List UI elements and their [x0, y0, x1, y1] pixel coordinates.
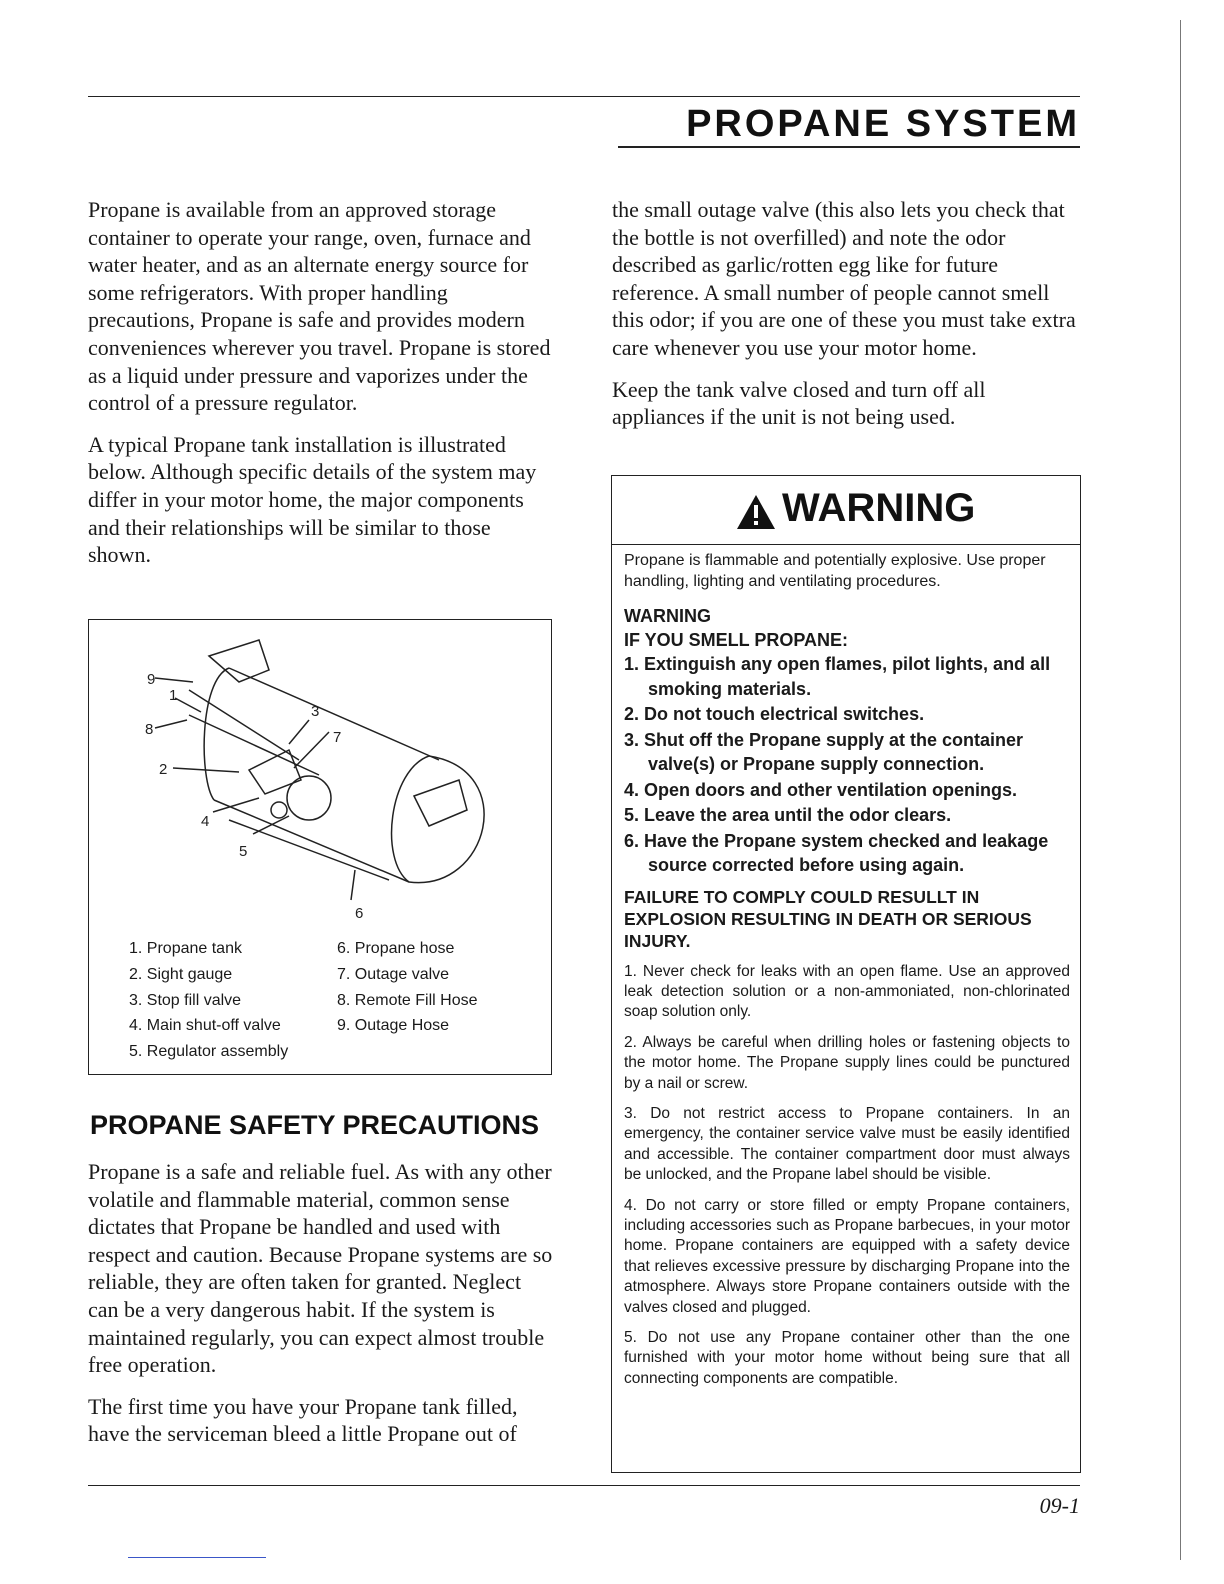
- list-item: 5. Leave the area until the odor clears.: [624, 805, 952, 825]
- tank-valve-paragraph: Keep the tank valve closed and turn off all appliances if the unit is not being used.: [612, 376, 986, 430]
- legend-item: 5. Regulator assembly: [129, 1043, 289, 1061]
- main-valve: [271, 802, 287, 818]
- failure-statement: FAILURE TO COMPLY COULD RESULLT IN EXPLOSION RESULTING IN DEATH OR SERIOUS INJURY.: [624, 886, 1032, 951]
- header-rule: [88, 96, 1080, 97]
- warning-content: [624, 550, 1070, 1399]
- legend-item: 9. Outage Hose: [337, 1017, 450, 1035]
- tank-body: [214, 668, 439, 882]
- list-item: 3. Shut off the Propane supply at the container valve(s) or Propane supply connection.: [624, 729, 1024, 774]
- right-column: [612, 196, 1082, 445]
- left-column: [88, 196, 554, 583]
- tank-figure: [88, 619, 552, 1075]
- safety-paragraph: Propane is a safe and reliable fuel. As with any other volatile and flammable material, common sense dictates that Propane be handled and used with respect and caution. Because Propane systems are so reliable, they are often taken for granted. Neglect can be a very dangerous habit. If the system is maintained regularly, you can expect almost trouble free operation.: [88, 1159, 553, 1378]
- legend-item: 6. Propane hose: [337, 940, 455, 957]
- page-title: PROPANE SYSTEM: [686, 103, 1080, 145]
- warning-triangle-icon: [736, 494, 776, 530]
- legend-item: 4. Main shut-off valve: [129, 1017, 281, 1035]
- warning-intro: Propane is flammable and potentially explosive. Use proper handling, lighting and ventilating procedures.: [624, 552, 1046, 590]
- list-item: 2. Do not touch electrical switches.: [624, 704, 925, 724]
- safety-note: 4. Do not carry or store filled or empty Propane containers, including accessories such as Propane barbecues, in your motor home. Propane containers are equipped with a safety device that relieves excessive pressure by discharging Propane into the atmosphere. Always store Propane containers outside with the valves closed and plugged.: [624, 1196, 1070, 1316]
- callout-leaders: [155, 678, 355, 900]
- emergency-steps: [624, 652, 1070, 878]
- callout-5: 5: [239, 843, 248, 860]
- tank-end: [392, 756, 485, 883]
- safety-note: 5. Do not use any Propane container other than the one furnished with your motor home without being sure that all connecting components are compatible.: [624, 1329, 1070, 1387]
- legend-item: 1. Propane tank: [129, 940, 242, 957]
- regulator: [287, 776, 331, 820]
- mount-bracket-left: [209, 640, 269, 682]
- warning-box: [611, 475, 1081, 1473]
- safety-note: 1. Never check for leaks with an open flame. Use an approved leak detection solution or a non-ammoniated, non-chlorinated soap solution only.: [624, 962, 1070, 1021]
- callout-3: 3: [311, 703, 320, 720]
- mount-bracket-right: [414, 780, 467, 826]
- legend-item: 2. Sight gauge: [129, 965, 233, 983]
- intro-paragraph: Propane is available from an approved storage container to operate your range, oven, furnace and water heater, and as an alternate energy source for some refrigerators. With proper handling precautions, Propane is safe and provides modern conveniences wherever you travel. Propane is stored as a liquid under pressure and vaporizes under the control of a pressure regulator.: [88, 197, 551, 416]
- title-underline: [618, 146, 1080, 148]
- legend-item: 3. Stop fill valve: [129, 991, 242, 1009]
- safety-note: 3. Do not restrict access to Propane containers. In an emergency, the container service valve must be easily identified and accessible. The container compartment door must always be unlocked, and the Propane label should be visible.: [624, 1104, 1070, 1184]
- warning-header: [612, 476, 1080, 545]
- callout-8: 8: [145, 721, 154, 738]
- callout-7: 7: [333, 729, 342, 746]
- warning-title: WARNING: [782, 486, 976, 530]
- page-number: 09-1: [1039, 1493, 1080, 1518]
- legend-column-right: [337, 936, 478, 1039]
- footer-rule: [88, 1485, 1080, 1486]
- illustration-paragraph: A typical Propane tank installation is illustrated below. Although specific details of the system may differ in your motor home, the major components and their relationships will be similar to those shown.: [88, 431, 537, 568]
- callout-1: 1: [169, 687, 178, 704]
- tank-back-end: [204, 668, 229, 800]
- legend-item: 8. Remote Fill Hose: [337, 991, 478, 1009]
- list-item: 4. Open doors and other ventilation openings.: [624, 779, 1018, 800]
- legend-column-left: [129, 936, 288, 1065]
- list-item: 6. Have the Propane system checked and leakage source corrected before using again.: [624, 830, 1049, 875]
- callout-2: 2: [159, 761, 168, 778]
- smell-propane-label: IF YOU SMELL PROPANE:: [624, 630, 849, 650]
- callout-4: 4: [201, 813, 210, 830]
- list-item: 1. Extinguish any open flames, pilot lights, and all smoking materials.: [624, 654, 1051, 699]
- legend-item: 7. Outage valve: [337, 965, 450, 983]
- link-underline: [128, 1557, 266, 1558]
- page-edge-line: [1180, 20, 1181, 1560]
- safety-note: 2. Always be careful when drilling holes or fastening objects to the motor home. The Propane supply lines could be punctured by a nail or screw.: [624, 1033, 1070, 1092]
- warning-label: WARNING: [624, 606, 711, 626]
- propane-tank-diagram: [89, 620, 551, 930]
- safety-column: [88, 1158, 554, 1462]
- callout-9: 9: [147, 671, 156, 688]
- callout-6: 6: [355, 905, 364, 922]
- first-fill-paragraph: The first time you have your Propane tank filled, have the serviceman bleed a little Propane out of: [88, 1393, 518, 1447]
- safety-heading: PROPANE SAFETY PRECAUTIONS: [90, 1110, 540, 1140]
- outage-paragraph: the small outage valve (this also lets you check that the bottle is not overfilled) and note the odor described as garlic/rotten egg like for future reference. A small number of people cannot smell this odor; if you are one of these you must take extra care whenever you use your motor home.: [612, 197, 1076, 360]
